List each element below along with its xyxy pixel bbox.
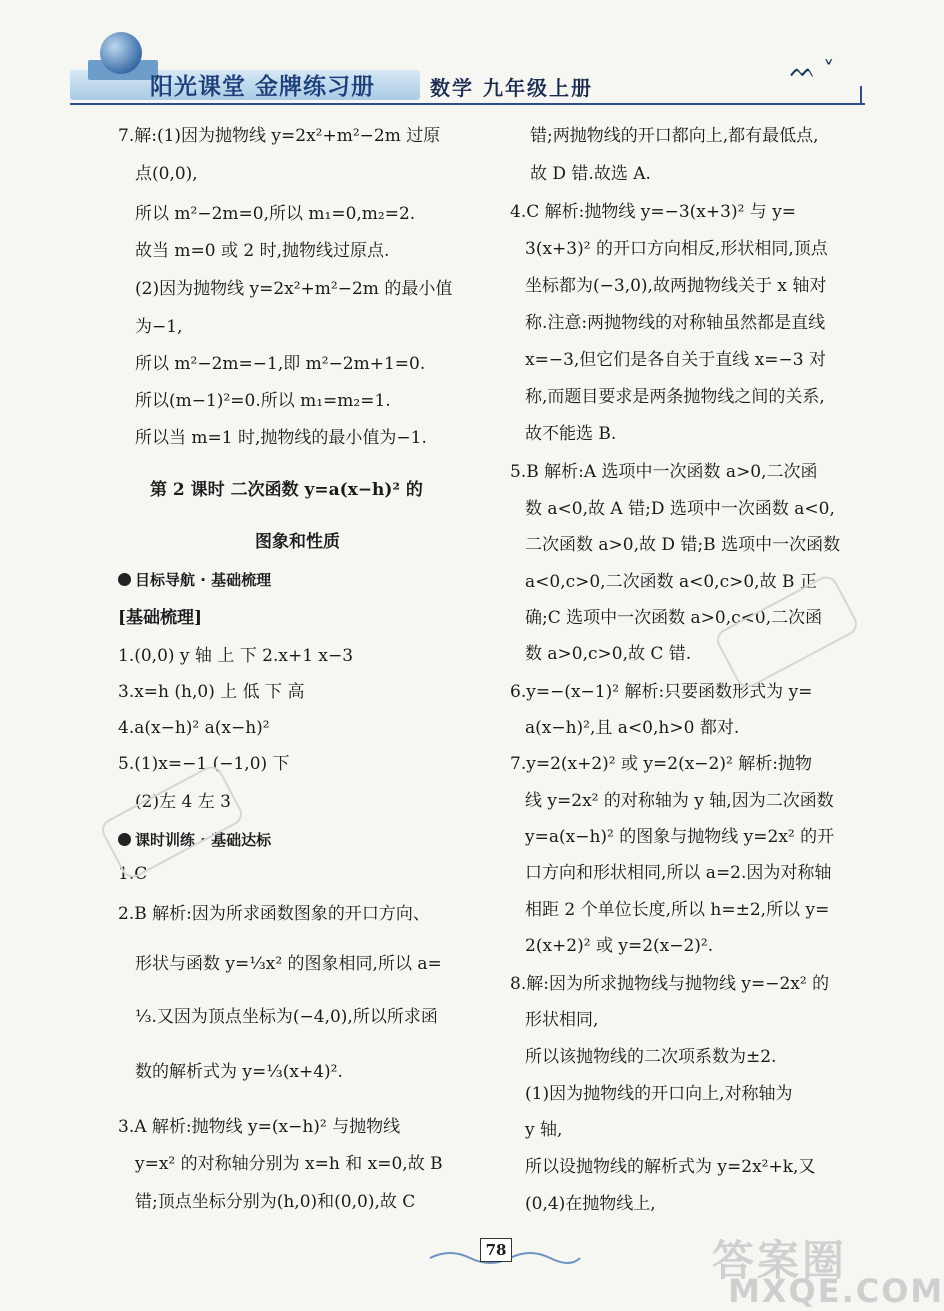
header-rule-end xyxy=(860,86,862,105)
text-line: 故不能选 B. xyxy=(525,424,617,444)
text-line: 2(x+2)² 或 y=2(x−2)². xyxy=(525,936,714,956)
globe-icon xyxy=(100,32,142,74)
text-line: 6.y=−(x−1)² 解析:只要函数形式为 y= xyxy=(510,682,813,702)
text-line: ⅓.又因为顶点坐标为(−4,0),所以所求函 xyxy=(135,1007,438,1027)
text-line: 形状相同, xyxy=(525,1010,599,1030)
text-line: 1.(0,0) y 轴 上 下 2.x+1 x−3 xyxy=(118,646,354,666)
section-heading xyxy=(118,571,271,590)
text-line: (2)因为抛物线 y=2x²+m²−2m 的最小值 xyxy=(135,279,453,299)
section-bullet-icon xyxy=(118,573,131,586)
text-line: 故当 m=0 或 2 时,抛物线过原点. xyxy=(135,241,390,261)
text-line: a<0,c>0,二次函数 a<0,c>0,故 B 正 xyxy=(525,572,817,592)
lesson-subtitle: 图象和性质 xyxy=(255,532,340,552)
text-line: 形状与函数 y=⅓x² 的图象相同,所以 a= xyxy=(135,954,442,974)
text-line: 相距 2 个单位长度,所以 h=±2,所以 y= xyxy=(525,900,830,920)
text-line: 错;两抛物线的开口都向上,都有最低点, xyxy=(530,126,819,146)
subject-grade: 数学 九年级上册 xyxy=(430,76,593,100)
text-line: 7.y=2(x+2)² 或 y=2(x−2)² 解析:抛物 xyxy=(510,754,812,774)
text-line: 所以 m²−2m=−1,即 m²−2m+1=0. xyxy=(135,354,426,374)
page-header xyxy=(0,0,900,112)
text-line: 口方向和形状相同,所以 a=2.因为对称轴 xyxy=(525,863,832,883)
text-line: 4.C 解析:抛物线 y=−3(x+3)² 与 y= xyxy=(510,202,797,222)
text-line: 点(0,0), xyxy=(135,164,198,184)
text-line: y 轴, xyxy=(525,1120,563,1140)
section-heading-text: 课时训练 · 基础达标 xyxy=(135,831,272,849)
text-line: 二次函数 a>0,故 D 错;B 选项中一次函数 xyxy=(525,535,841,555)
text-line: 所以设抛物线的解析式为 y=2x²+k,又 xyxy=(525,1157,816,1177)
section-heading-text: 目标导航 · 基础梳理 xyxy=(135,571,272,589)
text-line: a(x−h)²,且 a<0,h>0 都对. xyxy=(525,718,740,738)
watermark-logo: 答案圈 xyxy=(712,1236,848,1285)
subsection-label: [基础梳理] xyxy=(118,608,203,628)
text-line: (1)因为抛物线的开口向上,对称轴为 xyxy=(525,1084,793,1104)
text-line: 故 D 错.故选 A. xyxy=(530,164,651,184)
text-line: 错;顶点坐标分别为(h,0)和(0,0),故 C xyxy=(135,1192,416,1212)
text-line: 5.B 解析:A 选项中一次函数 a>0,二次函 xyxy=(510,462,818,482)
text-line: 4.a(x−h)² a(x−h)² xyxy=(118,718,270,738)
text-line: 所以当 m=1 时,抛物线的最小值为−1. xyxy=(135,428,427,448)
text-line: 3.x=h (h,0) 上 低 下 高 xyxy=(118,682,305,702)
text-line: y=a(x−h)² 的图象与抛物线 y=2x² 的开 xyxy=(525,827,835,847)
text-line: x=−3,但它们是各自关于直线 x=−3 对 xyxy=(525,350,826,370)
text-line: 3(x+3)² 的开口方向相反,形状相同,顶点 xyxy=(525,239,828,259)
page-number: 78 xyxy=(480,1238,512,1262)
text-line: 称,而题目要求是两条抛物线之间的关系, xyxy=(525,387,825,407)
text-line: 3.A 解析:抛物线 y=(x−h)² 与抛物线 xyxy=(118,1117,401,1137)
lesson-title: 第 2 课时 二次函数 y=a(x−h)² 的 xyxy=(150,480,423,500)
text-line: 数 a>0,c>0,故 C 错. xyxy=(525,644,692,664)
text-line: 所以(m−1)²=0.所以 m₁=m₂=1. xyxy=(135,391,391,411)
text-line: 所以该抛物线的二次项系数为±2. xyxy=(525,1047,777,1067)
text-line: 坐标都为(−3,0),故两抛物线关于 x 轴对 xyxy=(525,276,827,296)
text-line: 1.C xyxy=(118,864,148,884)
text-line: 确;C 选项中一次函数 a>0,c<0,二次函 xyxy=(525,608,823,628)
text-line: (2)左 4 左 3 xyxy=(135,792,231,812)
text-line: 5.(1)x=−1 (−1,0) 下 xyxy=(118,754,290,774)
text-line: 所以 m²−2m=0,所以 m₁=0,m₂=2. xyxy=(135,204,416,224)
text-line: 为−1, xyxy=(135,317,183,337)
stamp-watermark xyxy=(98,762,246,881)
book-title: 阳光课堂 金牌练习册 xyxy=(150,73,376,100)
birds-icon: ᨓ ˅ xyxy=(790,58,835,83)
header-rule xyxy=(70,103,865,105)
text-line: 称.注意:两抛物线的对称轴虽然都是直线 xyxy=(525,313,826,333)
text-line: 数 a<0,故 A 错;D 选项中一次函数 a<0, xyxy=(525,499,835,519)
text-line: y=x² 的对称轴分别为 x=h 和 x=0,故 B xyxy=(135,1154,443,1174)
text-line: 7.解:(1)因为抛物线 y=2x²+m²−2m 过原 xyxy=(118,126,441,146)
text-line: 2.B 解析:因为所求函数图象的开口方向、 xyxy=(118,904,430,924)
text-line: 数的解析式为 y=⅓(x+4)². xyxy=(135,1062,343,1082)
text-line: (0,4)在抛物线上, xyxy=(525,1194,656,1214)
text-line: 线 y=2x² 的对称轴为 y 轴,因为二次函数 xyxy=(525,791,834,811)
watermark-url: MXQE.COM xyxy=(728,1272,944,1310)
text-line: 8.解:因为所求抛物线与抛物线 y=−2x² 的 xyxy=(510,974,830,994)
